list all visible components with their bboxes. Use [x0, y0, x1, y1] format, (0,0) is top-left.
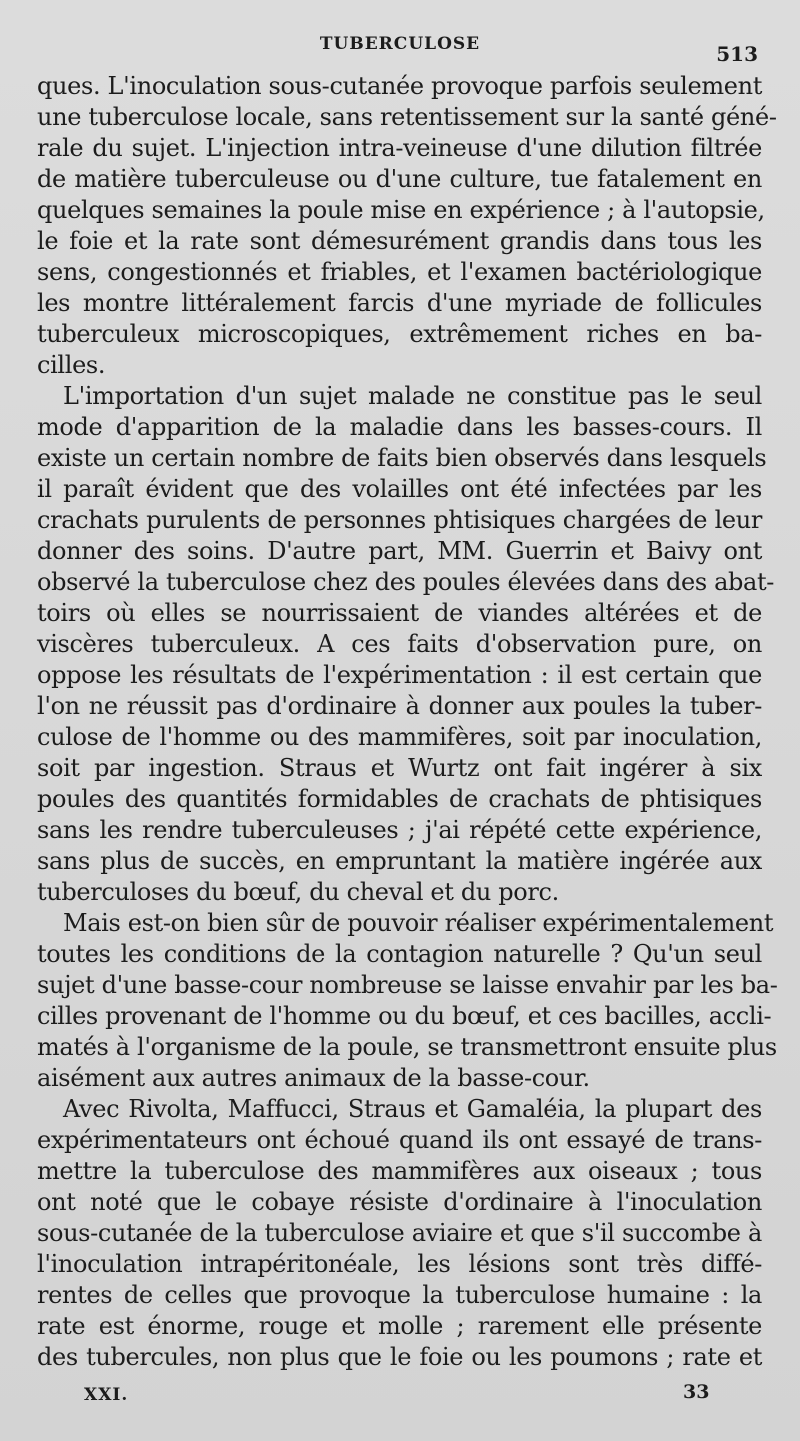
- text-line: soit par ingestion. Straus et Wurtz ont fait ingérer à six: [37, 754, 762, 782]
- text-line: rentes de celles que provoque la tuberculose humaine : la: [37, 1281, 762, 1309]
- text-line: les montre littéralement farcis d'une myriade de follicules: [37, 289, 762, 317]
- text-line: Avec Rivolta, Maffucci, Straus et Gamaléia, la plupart des: [63, 1095, 762, 1123]
- text-line: tuberculoses du bœuf, du cheval et du porc.: [37, 878, 559, 906]
- text-line: toutes les conditions de la contagion naturelle ? Qu'un seul: [37, 940, 762, 968]
- text-line: oppose les résultats de l'expérimentation : il est certain que: [37, 661, 762, 689]
- text-line: sujet d'une basse-cour nombreuse se laisse envahir par les ba-: [37, 971, 778, 999]
- text-line: expérimentateurs ont échoué quand ils ont essayé de trans-: [37, 1126, 762, 1154]
- text-line: donner des soins. D'autre part, MM. Guerrin et Baivy ont: [37, 537, 762, 565]
- text-line: observé la tuberculose chez des poules élevées dans des abat-: [37, 568, 775, 596]
- text-line: viscères tuberculeux. A ces faits d'observation pure, on: [37, 630, 762, 658]
- text-line: cilles.: [37, 351, 106, 379]
- text-line: une tuberculose locale, sans retentissement sur la santé géné-: [37, 103, 777, 131]
- text-line: existe un certain nombre de faits bien observés dans lesquels: [37, 444, 767, 472]
- text-line: tuberculeux microscopiques, extrêmement riches en ba-: [37, 320, 762, 348]
- text-line: poules des quantités formidables de crachats de phtisiques: [37, 785, 762, 813]
- text-line: l'inoculation intrapéritonéale, les lésions sont très diffé-: [37, 1250, 762, 1278]
- signature-mark: XXI.: [84, 1385, 129, 1405]
- text-line: des tubercules, non plus que le foie ou les poumons ; rate et: [37, 1343, 762, 1371]
- text-line: ques. L'inoculation sous-cutanée provoque parfois seulement: [37, 72, 762, 100]
- text-line: sans plus de succès, en empruntant la matière ingérée aux: [37, 847, 762, 875]
- text-line: sens, congestionnés et friables, et l'examen bactériologique: [37, 258, 762, 286]
- text-line: sans les rendre tuberculeuses ; j'ai répété cette expérience,: [37, 816, 762, 844]
- text-line: mettre la tuberculose des mammifères aux oiseaux ; tous: [37, 1157, 762, 1185]
- text-line: il paraît évident que des volailles ont été infectées par les: [37, 475, 762, 503]
- text-line: crachats purulents de personnes phtisiques chargées de leur: [37, 506, 762, 534]
- sheet-number: 33: [683, 1381, 710, 1403]
- text-line: ont noté que le cobaye résiste d'ordinaire à l'inoculation: [37, 1188, 762, 1216]
- page-number: 513: [716, 42, 758, 66]
- text-line: le foie et la rate sont démesurément grandis dans tous les: [37, 227, 762, 255]
- text-line: cilles provenant de l'homme ou du bœuf, et ces bacilles, accli-: [37, 1002, 772, 1030]
- text-line: rate est énorme, rouge et molle ; rarement elle présente: [37, 1312, 762, 1340]
- text-line: culose de l'homme ou des mammifères, soit par inoculation,: [37, 723, 762, 751]
- text-line: l'on ne réussit pas d'ordinaire à donner aux poules la tuber-: [37, 692, 762, 720]
- running-title: TUBERCULOSE: [319, 34, 481, 54]
- text-line: Mais est-on bien sûr de pouvoir réaliser expérimentalement: [63, 909, 774, 937]
- text-line: toirs où elles se nourrissaient de viandes altérées et de: [37, 599, 762, 627]
- text-line: de matière tuberculeuse ou d'une culture, tue fatalement en: [37, 165, 762, 193]
- text-line: aisément aux autres animaux de la basse-cour.: [37, 1064, 590, 1092]
- running-head: [0, 34, 800, 66]
- text-line: sous-cutanée de la tuberculose aviaire et que s'il succombe à: [37, 1219, 762, 1247]
- text-line: mode d'apparition de la maladie dans les basses-cours. Il: [37, 413, 762, 441]
- text-line: quelques semaines la poule mise en expérience ; à l'autopsie,: [37, 196, 765, 224]
- text-line: matés à l'organisme de la poule, se transmettront ensuite plus: [37, 1033, 777, 1061]
- body-text: [37, 71, 778, 1373]
- page-footer: [0, 1381, 800, 1411]
- text-line: L'importation d'un sujet malade ne constitue pas le seul: [63, 382, 762, 410]
- text-line: rale du sujet. L'injection intra-veineuse d'une dilution filtrée: [37, 134, 762, 162]
